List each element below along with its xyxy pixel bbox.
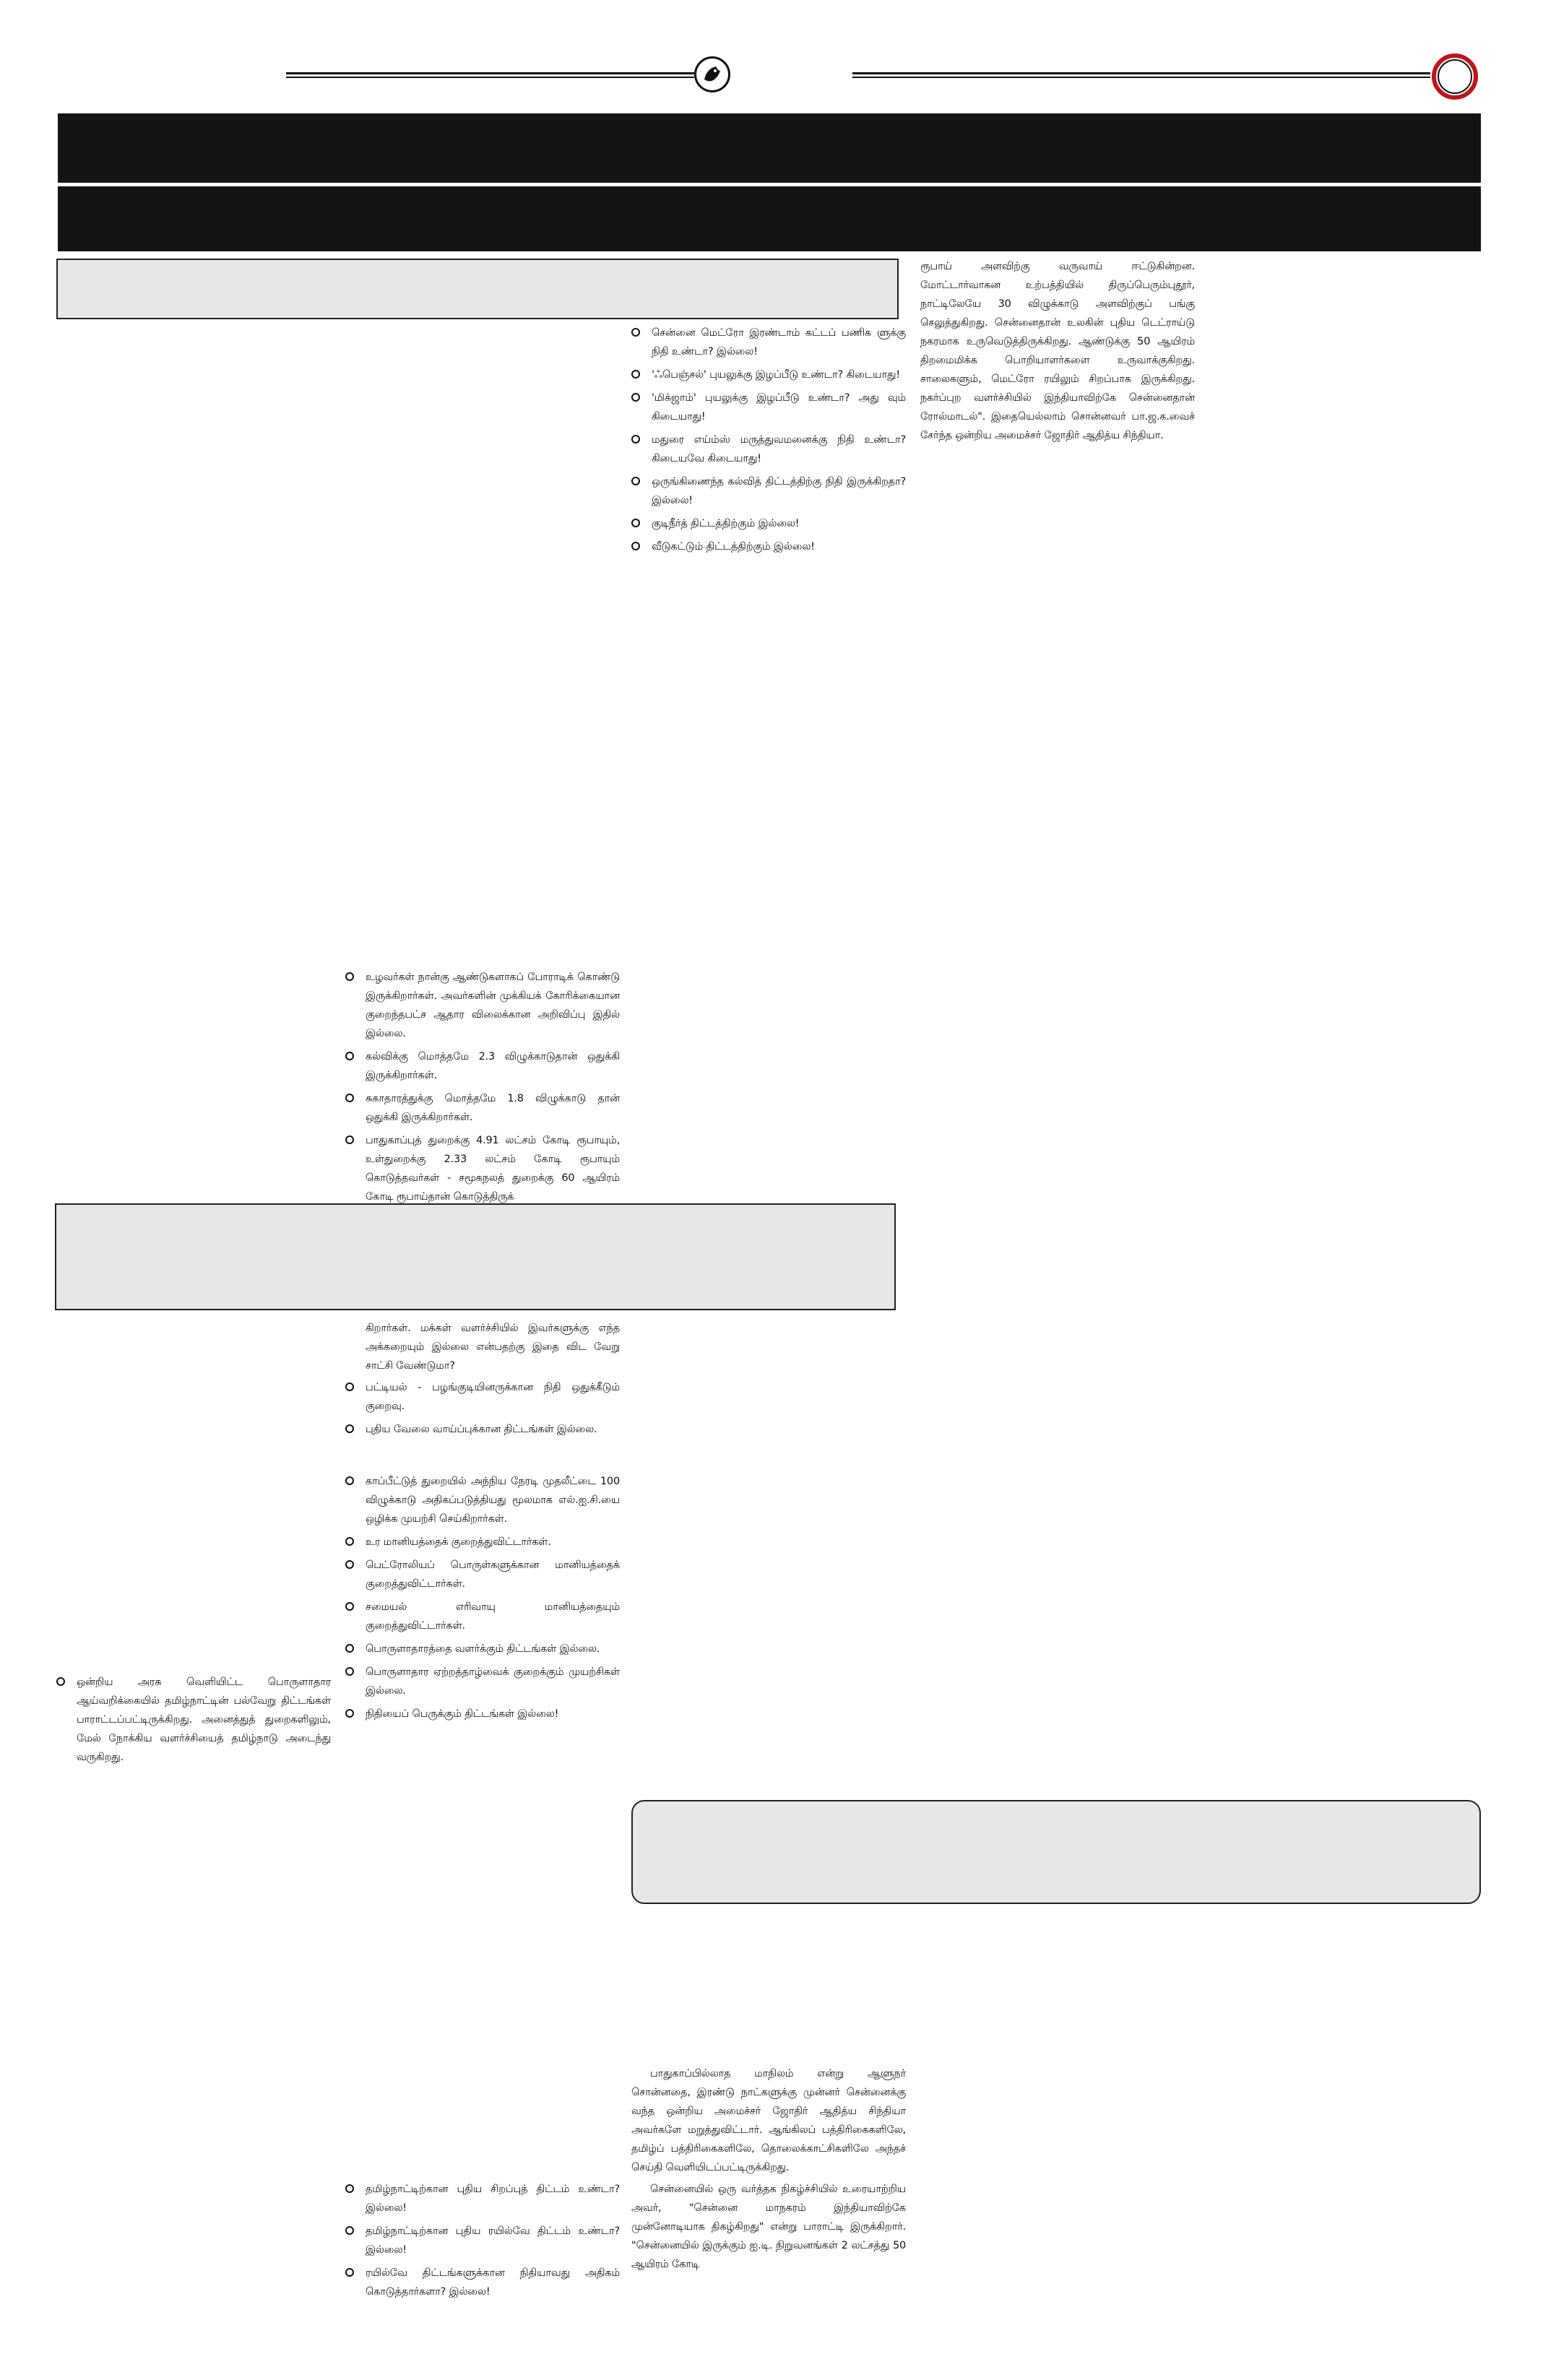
bullet-circle-icon xyxy=(631,477,640,485)
article-column-d xyxy=(631,2064,906,2277)
header-rule-left-under xyxy=(286,77,694,78)
list-item: 'ஃபெஞ்சல்' புயலுக்கு இழப்பீடு உண்டா? கிடையாது! xyxy=(631,365,906,384)
bullet-circle-icon xyxy=(345,2268,354,2277)
headline-band-1 xyxy=(58,113,1481,183)
bullet-circle-icon xyxy=(345,1644,354,1653)
emblem-icon xyxy=(700,62,725,87)
list-item: உர மானியத்தைக் குறைத்துவிட்டார்கள். xyxy=(345,1533,620,1552)
budget-list-2 xyxy=(345,1378,620,1439)
bullet-circle-icon xyxy=(56,1677,65,1686)
paragraph: சென்னையில் ஒரு வர்த்தக நிகழ்ச்சியில் உரையாற்றிய அவர், "சென்னை மாநகரம் இந்தியாவிற்கே முன்னோடியாக திகழ்கிறது" என்று பாராட்டி இருக்கிறார். "சென்னையில் இருக்கும் ஐ.டி. நிறுவனங்கள் 2 லட்சத்து 50 ஆயிரம் கோடி xyxy=(631,2184,906,2270)
article-column-q xyxy=(631,324,906,561)
list-item: 'மிக்ஜாம்' புயலுக்கு இழப்பீடு உண்டா? அது வும் கிடையாது! xyxy=(631,389,906,426)
bullet-circle-icon xyxy=(345,1709,354,1718)
spacer xyxy=(345,1443,620,1472)
bullet-circle-icon xyxy=(631,519,640,527)
budget-list xyxy=(345,968,620,1206)
list-item: மதுரை எய்ம்ஸ் மருத்துவமனைக்கு நிதி உண்டா? கிடையவே கிடையாது! xyxy=(631,430,906,468)
bullet-circle-icon xyxy=(345,1135,354,1144)
bullet-circle-icon xyxy=(631,542,640,550)
list-item: புதிய வேலை வாய்ப்புக்கான திட்டங்கள் இல்லை. xyxy=(345,1420,620,1439)
bullet-circle-icon xyxy=(345,1382,354,1391)
bullet-circle-icon xyxy=(631,328,640,337)
list-item: பொருளாதார ஏற்றத்தாழ்வைக் குறைக்கும் முயற்சிகள் இல்லை. xyxy=(345,1663,620,1700)
list-item: பட்டியல் - பழங்குடியினருக்கான நிதி ஒதுக்கீடும் குறைவு. xyxy=(345,1378,620,1416)
list-item: உழவர்கள் நான்கு ஆண்டுகளாகப் போராடிக் கொண்டு இருக்கிறார்கள். அவர்களின் முக்கியக் கோரிக்கையான குறைந்தபட்ச ஆதார விலைக்கான அறிவிப்பு இதில் இல்லை. xyxy=(345,968,620,1043)
paragraph: கிறார்கள். மக்கள் வளர்ச்சியில் இவர்களுக்கு எந்த அக்கறையும் இல்லை என்பதற்கு இதை விட வேறு சாட்சி வேண்டுமா? xyxy=(366,1323,620,1372)
paragraph: பாதுகாப்பில்லாத மாநிலம் என்று ஆளுநர் சொன்னதை, இரண்டு நாட்களுக்கு முன்னர் சென்னைக்கு வந்த ஒன்றிய அமைச்சர் ஜோதிர் ஆதித்ய சிந்தியா அவர்களே மறுத்துவிட்டார். ஆங்கிலப் பத்திரிகைகளிலே, தமிழ்ப் பத்திரிகைகளிலே, தொலைக்காட்சிகளிலே அந்தச் செய்தி வெளியிடப்பட்டிருக்கிறது. xyxy=(631,2068,906,2173)
bullet-circle-icon xyxy=(345,1602,354,1611)
list-item: நிதியைப் பெருக்கும் திட்டங்கள் இல்லை! xyxy=(345,1705,620,1723)
list-item: சுகாதாரத்துக்கு மொத்தமே 1.8 விழுக்காடு தான் ஒதுக்கி இருக்கிறார்கள். xyxy=(345,1089,620,1127)
bullet-circle-icon xyxy=(631,393,640,402)
list-item: கல்விக்கு மொத்தமே 2.3 விழுக்காடுதான் ஒதுக்கி இருக்கிறார்கள். xyxy=(345,1047,620,1085)
list-item: பொருளாதாரத்தை வளர்க்கும் திட்டங்கள் இல்லை. xyxy=(345,1640,620,1658)
publication-logo xyxy=(694,56,730,92)
bullet-circle-icon xyxy=(345,972,354,981)
list-item: தமிழ்நாட்டிற்கான புதிய சிறப்புத் திட்டம் உண்டா? இல்லை! xyxy=(345,2180,620,2217)
survey-list xyxy=(56,1673,331,1767)
bullet-circle-icon xyxy=(345,1094,354,1102)
bullet-circle-icon xyxy=(345,2184,354,2193)
list-item: வீடுகட்டும் திட்டத்திற்கும் இல்லை! xyxy=(631,537,906,556)
header-rule-right-under xyxy=(852,77,1430,78)
railway-list xyxy=(345,2180,620,2301)
list-item: சமையல் எரிவாயு மானியத்தையும் குறைத்துவிட்டார்கள். xyxy=(345,1598,620,1635)
list-item: சென்னை மெட்ரோ இரண்டாம் கட்டப் பணிக ளுக்கு நிதி உண்டா? இல்லை! xyxy=(631,324,906,361)
list-item: ரயில்வே திட்டங்களுக்கான நிதியாவது அதிகம் கொடுத்தார்களா? இல்லை! xyxy=(345,2264,620,2301)
bullet-circle-icon xyxy=(345,1537,354,1546)
header-rule-right xyxy=(852,72,1430,74)
article-column-c xyxy=(345,1319,620,1728)
article-column-fin xyxy=(920,257,1195,448)
pullquote-box-2 xyxy=(631,1800,1481,1904)
list-item: காப்பீட்டுத் துறையில் அந்நிய நேரடி முதலீட்டை 100 விழுக்காடு அதிகப்படுத்தியது மூலமாக எல்.ஐ.சி.யை ஒழிக்க முயற்சி செய்கிறார்கள். xyxy=(345,1472,620,1528)
bullet-circle-icon xyxy=(345,1560,354,1569)
article-column-b xyxy=(345,968,620,1211)
list-item: ஒன்றிய அரசு வெளியிட்ட பொருளாதார ஆய்வறிக்கையில் தமிழ்நாட்டின் பல்வேறு திட்டங்கள் பாராட்டப்பட்டிருக்கிறது. அனைத்துத் துறைகளிலும், மேல் நோக்கிய வளர்ச்சியைத் தமிழ்நாடு அடைந்து வருகிறது. xyxy=(56,1673,331,1767)
list-item: குடிநீர்த் திட்டத்திற்கும் இல்லை! xyxy=(631,514,906,533)
bullet-circle-icon xyxy=(345,1424,354,1433)
list-item: தமிழ்நாட்டிற்கான புதிய ரயில்வே திட்டம் உண்டா? இல்லை! xyxy=(345,2222,620,2259)
paragraph: ரூபாய் அளவிற்கு வருவாய் ஈட்டுகின்றன. மோட்டார்வாகன உற்பத்தியில் திருப்பெரும்புதூர், நாட்டிலேயே 30 விழுக்காடு அளவிற்குப் பங்கு செலுத்துகிறது. சென்னைதான் உலகின் புதிய டெட்ராய்டு நகரமாக உருவெடுத்திருக்கிறது. ஆண்டுக்கு 50 ஆயிரம் திறமைமிக்க பொறியாளர்களை உருவாக்குகிறது. சாலைகளும், மெட்ரோ ரயிலும் சிறப்பாக இருக்கிறது. நகர்ப்புற வளர்ச்சியில் இந்தியாவிற்கே சென்னைதான் ரோல்மாடல்". இதையெல்லாம் சொன்னவர் பா.ஜ.க.வைச் சேர்ந்த ஒன்றிய அமைச்சர் ஜோதிர் ஆதித்ய சிந்தியா. xyxy=(920,261,1195,441)
bullet-circle-icon xyxy=(631,370,640,378)
budget-list-3 xyxy=(345,1472,620,1723)
subheading-box-1 xyxy=(56,259,899,319)
question-list xyxy=(631,324,906,556)
article-column-e xyxy=(345,2180,620,2306)
bullet-circle-icon xyxy=(345,1476,354,1485)
article-column-a xyxy=(56,1673,331,1771)
bullet-circle-icon xyxy=(631,435,640,443)
list-item: பாதுகாப்புத் துறைக்கு 4.91 லட்சம் கோடி ரூபாயும், உள்துறைக்கு 2.33 லட்சம் கோடி ரூபாயும் கொடுத்தவர்கள் - சமூகநலத் துறைக்கு 60 ஆயிரம் கோடி ரூபாய்தான் கொடுத்திருக் xyxy=(345,1131,620,1206)
pullquote-box-1 xyxy=(55,1203,896,1310)
bullet-circle-icon xyxy=(345,1052,354,1060)
page-number-badge xyxy=(1432,53,1478,100)
header-rule-left xyxy=(286,72,694,74)
headline-band-2 xyxy=(58,186,1481,251)
list-item: பெட்ரோலியப் பொருள்களுக்கான மானியத்தைக் குறைத்துவிட்டார்கள். xyxy=(345,1556,620,1593)
bullet-circle-icon xyxy=(345,2226,354,2235)
list-item: ஒருங்கிணைந்த கல்வித் திட்டத்திற்கு நிதி இருக்கிறதா? இல்லை! xyxy=(631,472,906,510)
bullet-circle-icon xyxy=(345,1667,354,1676)
